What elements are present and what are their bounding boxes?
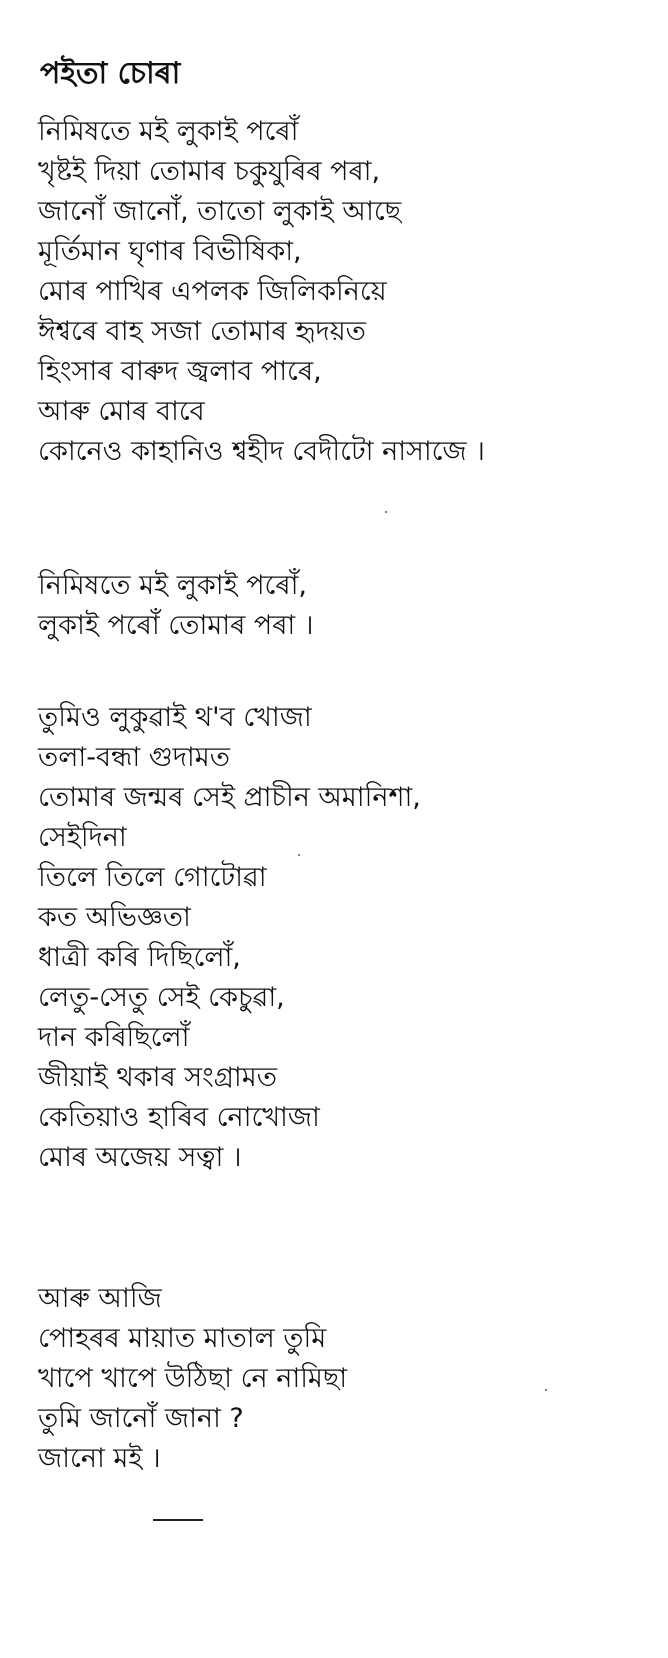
poem-line: তলা-বন্ধা গুদামত xyxy=(38,742,230,773)
poem-line: জানোঁ জানোঁ, তাতো লুকাই আছে xyxy=(38,196,402,227)
poem-line: পোহৰৰ মায়াত মাতাল তুমি xyxy=(38,1323,327,1354)
poem-line: ঈশ্বৰে বাহ সজা তোমাৰ হৃদয়ত xyxy=(38,316,366,347)
poem-line: তুমি জানোঁ জানা ? xyxy=(38,1403,244,1434)
poem-title: পইতা চোৰা xyxy=(40,56,181,92)
stanza-3 xyxy=(38,698,421,1178)
poem-line: সেইদিনা xyxy=(38,822,127,853)
poem-line: কোনেও কাহানিও শ্বহীদ বেদীটো নাসাজে । xyxy=(38,436,485,467)
poem-line: নিমিষতে মই লুকাই পৰোঁ xyxy=(38,116,299,147)
end-divider xyxy=(153,1519,203,1521)
poem-line: খাপে খাপে উঠিছা নে নামিছা xyxy=(38,1363,348,1394)
poem-line: আৰু আজি xyxy=(38,1283,162,1314)
scan-speck xyxy=(298,854,300,856)
scan-speck xyxy=(545,1389,547,1391)
poem-line: তোমাৰ জন্মৰ সেই প্ৰাচীন অমানিশা, xyxy=(38,782,421,813)
poem-line: হিংসাৰ বাৰুদ জ্বলাব পাৰে, xyxy=(38,356,322,387)
poem-line: তিলে তিলে গোটোৱা xyxy=(38,862,267,893)
poem-line: মোৰ পাখিৰ এপলক জিলিকনিয়ে xyxy=(38,276,387,307)
poem-line: কেতিয়াও হাৰিব নোখোজা xyxy=(38,1102,320,1133)
stanza-4 xyxy=(38,1279,347,1479)
poem-line: ধাত্ৰী কৰি দিছিলোঁ, xyxy=(38,942,241,973)
poem-line: জীয়াই থকাৰ সংগ্ৰামত xyxy=(38,1062,277,1093)
poem-line: খৃষ্টই দিয়া তোমাৰ চকুযুৰিৰ পৰা, xyxy=(38,156,381,187)
poem-line: মোৰ অজেয় সত্বা । xyxy=(38,1142,242,1173)
poem-line: লেতু-সেতু সেই কেচুৱা, xyxy=(38,982,285,1013)
poem-line: মূৰ্তিমান ঘৃণাৰ বিভীষিকা, xyxy=(38,236,302,267)
stanza-2 xyxy=(38,566,314,646)
poem-line: জানো মই । xyxy=(38,1443,161,1474)
poem-line: তুমিও লুকুৱাই থ'ব খোজা xyxy=(38,702,312,733)
poem-line: দান কৰিছিলোঁ xyxy=(38,1022,190,1053)
poem-line: কত অভিজ্ঞতা xyxy=(38,902,191,933)
scan-speck xyxy=(385,511,387,513)
stanza-1 xyxy=(38,112,485,472)
poem-line: নিমিষতে মই লুকাই পৰোঁ, xyxy=(38,570,308,601)
poem-line: আৰু মোৰ বাবে xyxy=(38,396,205,427)
poem-line: লুকাই পৰোঁ তোমাৰ পৰা । xyxy=(38,610,314,641)
